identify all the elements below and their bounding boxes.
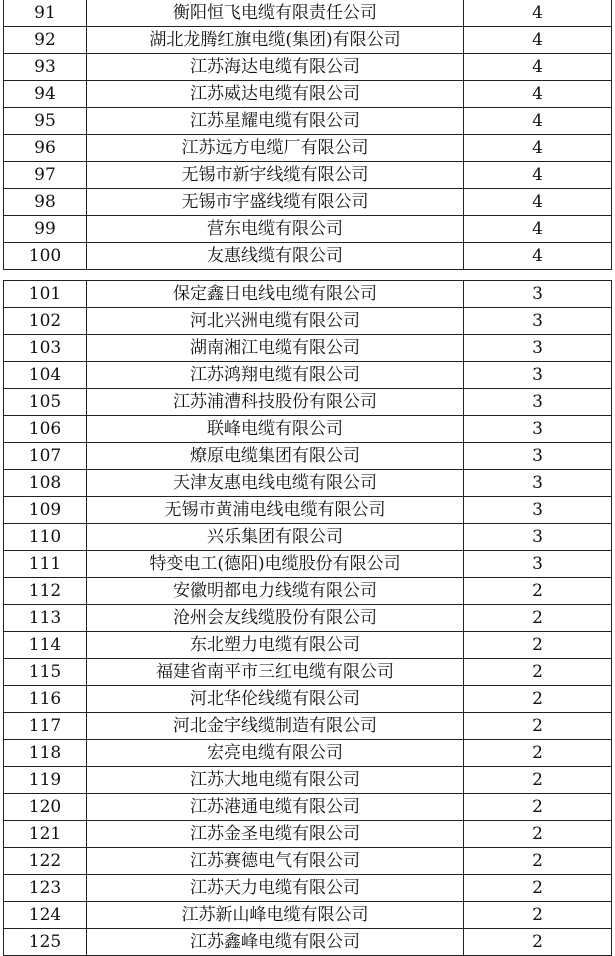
count-cell: 2 [464, 632, 612, 659]
company-name-cell: 福建省南平市三红电缆有限公司 [87, 659, 464, 686]
row-number-cell: 115 [4, 659, 87, 686]
count-cell: 2 [464, 902, 612, 929]
count-cell: 3 [464, 470, 612, 497]
count-cell: 2 [464, 605, 612, 632]
count-cell: 4 [464, 54, 612, 81]
row-number-cell: 114 [4, 632, 87, 659]
row-number-cell: 103 [4, 335, 87, 362]
row-number-cell: 118 [4, 740, 87, 767]
count-cell: 4 [464, 243, 612, 270]
company-name-cell: 江苏金圣电缆有限公司 [87, 821, 464, 848]
table-row [4, 524, 612, 551]
row-number-cell: 100 [4, 243, 87, 270]
row-number-cell: 107 [4, 443, 87, 470]
count-cell: 4 [464, 162, 612, 189]
company-name-cell: 营东电缆有限公司 [87, 216, 464, 243]
table-row [4, 470, 612, 497]
count-cell: 2 [464, 848, 612, 875]
count-cell: 2 [464, 578, 612, 605]
table-row [4, 821, 612, 848]
table-row [4, 443, 612, 470]
company-name-cell: 江苏港通电缆有限公司 [87, 794, 464, 821]
count-cell: 2 [464, 875, 612, 902]
table-row [4, 767, 612, 794]
company-name-cell: 江苏鸿翔电缆有限公司 [87, 362, 464, 389]
row-number-cell: 95 [4, 108, 87, 135]
company-name-cell: 江苏星耀电缆有限公司 [87, 108, 464, 135]
table-row [4, 659, 612, 686]
row-number-cell: 119 [4, 767, 87, 794]
count-cell: 2 [464, 821, 612, 848]
table-body [4, 281, 612, 956]
table-row [4, 243, 612, 270]
count-cell: 2 [464, 794, 612, 821]
company-name-cell: 宏亮电缆有限公司 [87, 740, 464, 767]
count-cell: 3 [464, 443, 612, 470]
row-number-cell: 99 [4, 216, 87, 243]
row-number-cell: 113 [4, 605, 87, 632]
row-number-cell: 91 [4, 0, 87, 27]
row-number-cell: 92 [4, 27, 87, 54]
table-row [4, 335, 612, 362]
table-row [4, 108, 612, 135]
row-number-cell: 110 [4, 524, 87, 551]
row-number-cell: 123 [4, 875, 87, 902]
table-row [4, 281, 612, 308]
row-number-cell: 93 [4, 54, 87, 81]
count-cell: 2 [464, 659, 612, 686]
count-cell: 4 [464, 135, 612, 162]
table-row [4, 902, 612, 929]
count-cell: 2 [464, 713, 612, 740]
row-number-cell: 98 [4, 189, 87, 216]
company-name-cell: 河北华伦线缆有限公司 [87, 686, 464, 713]
company-name-cell: 兴乐集团有限公司 [87, 524, 464, 551]
count-cell: 3 [464, 551, 612, 578]
company-name-cell: 沧州会友线缆股份有限公司 [87, 605, 464, 632]
table-row [4, 81, 612, 108]
company-name-cell: 无锡市宇盛线缆有限公司 [87, 189, 464, 216]
table-row [4, 54, 612, 81]
count-cell: 3 [464, 497, 612, 524]
table-row [4, 929, 612, 956]
company-name-cell: 江苏天力电缆有限公司 [87, 875, 464, 902]
count-cell: 2 [464, 767, 612, 794]
table-row [4, 632, 612, 659]
row-number-cell: 120 [4, 794, 87, 821]
count-cell: 3 [464, 308, 612, 335]
row-number-cell: 106 [4, 416, 87, 443]
table-row [4, 416, 612, 443]
count-cell: 3 [464, 362, 612, 389]
table-row [4, 605, 612, 632]
count-cell: 3 [464, 416, 612, 443]
table-row [4, 27, 612, 54]
row-number-cell: 104 [4, 362, 87, 389]
row-number-cell: 94 [4, 81, 87, 108]
company-name-cell: 江苏赛德电气有限公司 [87, 848, 464, 875]
company-name-cell: 保定鑫日电线电缆有限公司 [87, 281, 464, 308]
count-cell: 4 [464, 0, 612, 27]
count-cell: 3 [464, 524, 612, 551]
row-number-cell: 117 [4, 713, 87, 740]
company-name-cell: 天津友惠电线电缆有限公司 [87, 470, 464, 497]
table-row [4, 686, 612, 713]
table-row [4, 794, 612, 821]
count-cell: 2 [464, 929, 612, 956]
company-name-cell: 江苏新山峰电缆有限公司 [87, 902, 464, 929]
row-number-cell: 116 [4, 686, 87, 713]
company-name-cell: 江苏威达电缆有限公司 [87, 81, 464, 108]
row-number-cell: 97 [4, 162, 87, 189]
row-number-cell: 124 [4, 902, 87, 929]
company-name-cell: 江苏远方电缆厂有限公司 [87, 135, 464, 162]
company-table-block-1 [3, 0, 612, 270]
row-number-cell: 125 [4, 929, 87, 956]
count-cell: 2 [464, 686, 612, 713]
table-gap [0, 272, 615, 280]
table-row [4, 308, 612, 335]
table-row [4, 216, 612, 243]
table-row [4, 362, 612, 389]
company-name-cell: 河北兴洲电缆有限公司 [87, 308, 464, 335]
table-row [4, 578, 612, 605]
count-cell: 4 [464, 27, 612, 54]
count-cell: 3 [464, 389, 612, 416]
row-number-cell: 111 [4, 551, 87, 578]
company-name-cell: 湖北龙腾红旗电缆(集团)有限公司 [87, 27, 464, 54]
company-name-cell: 联峰电缆有限公司 [87, 416, 464, 443]
company-name-cell: 友惠线缆有限公司 [87, 243, 464, 270]
company-name-cell: 特变电工(德阳)电缆股份有限公司 [87, 551, 464, 578]
row-number-cell: 101 [4, 281, 87, 308]
row-number-cell: 112 [4, 578, 87, 605]
count-cell: 4 [464, 108, 612, 135]
count-cell: 3 [464, 335, 612, 362]
count-cell: 2 [464, 740, 612, 767]
company-name-cell: 江苏鑫峰电缆有限公司 [87, 929, 464, 956]
company-name-cell: 江苏浦漕科技股份有限公司 [87, 389, 464, 416]
company-name-cell: 江苏大地电缆有限公司 [87, 767, 464, 794]
company-name-cell: 无锡市新宇线缆有限公司 [87, 162, 464, 189]
row-number-cell: 121 [4, 821, 87, 848]
row-number-cell: 105 [4, 389, 87, 416]
table-row [4, 135, 612, 162]
count-cell: 4 [464, 81, 612, 108]
company-name-cell: 安徽明都电力线缆有限公司 [87, 578, 464, 605]
table-row [4, 162, 612, 189]
company-name-cell: 河北金宇线缆制造有限公司 [87, 713, 464, 740]
row-number-cell: 108 [4, 470, 87, 497]
row-number-cell: 109 [4, 497, 87, 524]
company-name-cell: 江苏海达电缆有限公司 [87, 54, 464, 81]
row-number-cell: 102 [4, 308, 87, 335]
company-name-cell: 湖南湘江电缆有限公司 [87, 335, 464, 362]
table-row [4, 551, 612, 578]
company-name-cell: 衡阳恒飞电缆有限责任公司 [87, 0, 464, 27]
table-row [4, 0, 612, 27]
company-table-block-2 [3, 280, 612, 956]
row-number-cell: 122 [4, 848, 87, 875]
table-row [4, 713, 612, 740]
count-cell: 4 [464, 216, 612, 243]
table-row [4, 189, 612, 216]
company-name-cell: 燎原电缆集团有限公司 [87, 443, 464, 470]
table-row [4, 389, 612, 416]
table-row [4, 848, 612, 875]
table-row [4, 875, 612, 902]
count-cell: 3 [464, 281, 612, 308]
table-body [4, 0, 612, 270]
row-number-cell: 96 [4, 135, 87, 162]
company-name-cell: 无锡市黄浦电线电缆有限公司 [87, 497, 464, 524]
table-row [4, 740, 612, 767]
company-name-cell: 东北塑力电缆有限公司 [87, 632, 464, 659]
table-row [4, 497, 612, 524]
count-cell: 4 [464, 189, 612, 216]
